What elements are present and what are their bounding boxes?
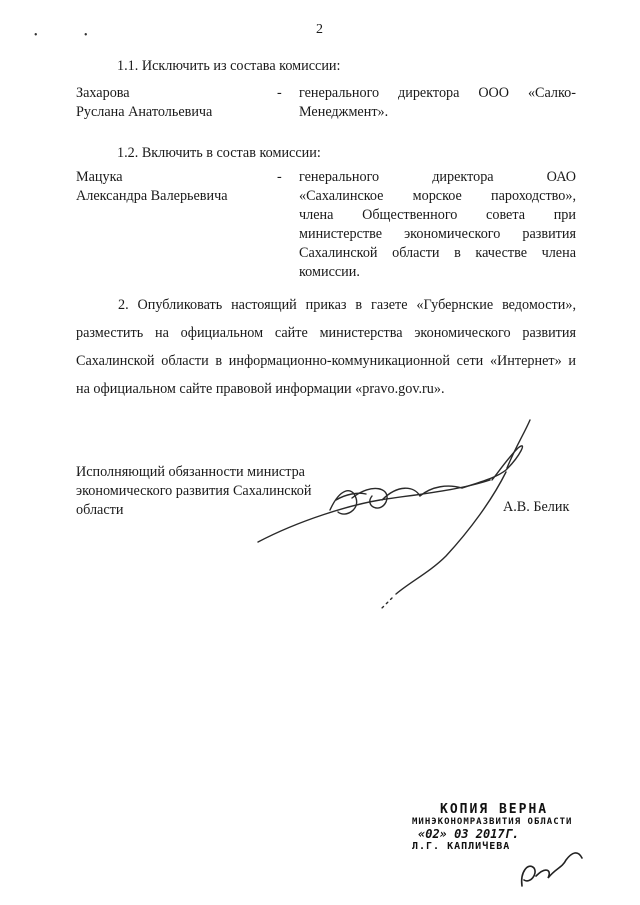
dash: -	[277, 169, 282, 185]
position-line: Исполняющий обязанности министра	[76, 464, 305, 480]
position-line: экономического развития Сахалинской	[76, 483, 312, 499]
stamp-name: Л.Г. КАПЛИЧЕВА	[412, 841, 511, 852]
role-line: комиссии.	[299, 264, 360, 280]
excluded-member-given-names: Руслана Анатольевича	[76, 104, 213, 120]
position-line: области	[76, 502, 124, 518]
excluded-member-role	[299, 84, 576, 122]
excluded-member-name	[76, 84, 212, 122]
dash: -	[277, 85, 282, 101]
paragraph-line: на официальном сайте правовой информации «pravo.gov.ru».	[76, 381, 445, 397]
paragraph-2	[76, 291, 576, 403]
section-1-1-heading: 1.1. Исключить из состава комиссии:	[117, 58, 341, 74]
included-member-role	[299, 168, 576, 282]
certified-copy-stamp	[412, 802, 572, 852]
paragraph-line: 2. Опубликовать настоящий приказ в газете «Губернские ведомости»,	[118, 297, 576, 313]
role-line: Менеджмент».	[299, 104, 389, 120]
section-1-2-heading: 1.2. Включить в состав комиссии:	[117, 145, 321, 161]
role-line: Сахалинской области в качестве члена	[299, 245, 576, 261]
role-line: генерального директора ООО «Салко-	[299, 85, 576, 101]
included-member-surname: Мацука	[76, 169, 123, 185]
stamp-title: КОПИЯ ВЕРНА	[440, 802, 549, 817]
included-member-given-names: Александра Валерьевича	[76, 188, 228, 204]
signatory-position	[76, 463, 311, 520]
paragraph-line: разместить на официальном сайте министерства экономического развития	[76, 325, 576, 341]
signer-name: А.В. Белик	[503, 499, 570, 515]
stamp-date: «02» 03 2017Г.	[418, 827, 520, 841]
role-line: министерстве экономического развития	[299, 226, 576, 242]
role-line: члена Общественного совета при	[299, 207, 576, 223]
page-number: 2	[316, 22, 323, 37]
paragraph-line: Сахалинской области в информационно-коммуникационной сети «Интернет» и	[76, 353, 576, 369]
included-member-name	[76, 168, 228, 206]
stamp-ministry: МИНЭКОНОМРАЗВИТИЯ ОБЛАСТИ	[412, 817, 573, 827]
scan-marks: • •	[34, 30, 110, 41]
role-line: «Сахалинское морское пароходство»,	[299, 188, 576, 204]
excluded-member-surname: Захарова	[76, 85, 130, 101]
role-line: генерального директора ОАО	[299, 169, 576, 185]
